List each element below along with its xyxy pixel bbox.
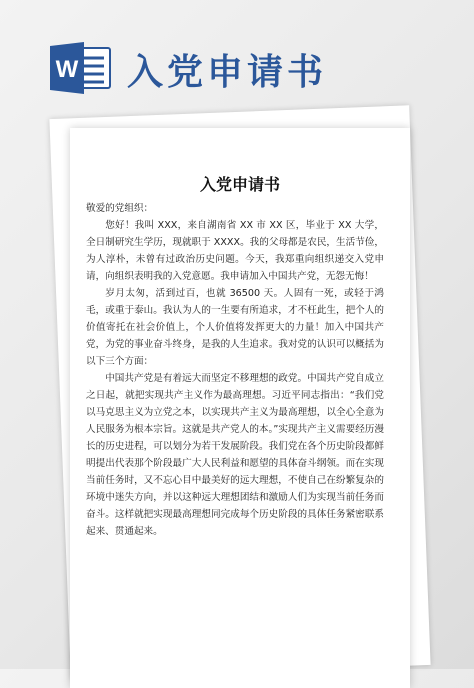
paragraph: 您好！我叫 XXX，来自湖南省 XX 市 XX 区，毕业于 XX 大学，全日制研究生学历，现就职于 XXXX。我的父母都是农民，生活节俭，为人淳朴，未曾有过政治历史问题。今天，我郑重向组织递交入党申请，向组织表明我的入党意愿。我申请加入中国共产党，无怨无悔！ <box>86 220 384 282</box>
salutation: 敬爱的党组织： <box>86 203 154 214</box>
header <box>0 0 474 120</box>
app-title: 入党申请书 <box>127 52 328 93</box>
document-page <box>70 128 410 688</box>
logo-letter: W <box>55 56 79 83</box>
paragraph: 中国共产党是有着远大而坚定不移理想的政党。中国共产党自成立之日起，就把实现共产主义作为最高理想。习近平同志指出：“我们党以马克思主义为立党之本，以实现共产主义为最高理想，以全心全意为人民服务为根本宗旨。这就是共产党人的本。”实现共产主义需要经历漫长的历史进程，可以划分为若干发展阶段。我们党在各个历史阶段都鲜明提出代表那个阶段最广大人民利益和愿望的具体奋斗纲领。而在实现当前任务时，又不忘心目中最美好的远大理想，不使自己在纷繁复杂的环境中迷失方向，并以这种远大理想团结和激励人们为实现当前任务而奋斗。这样就把实现最高理想同完成每个历史阶段的具体任务紧密联系起来、贯通起来。 <box>86 373 384 537</box>
word-icon <box>50 42 112 94</box>
paragraph: 岁月太匆，活到过百，也就 36500 天。人固有一死，或轻于鸿毛，或重于泰山。我认为人的一生要有所追求，才不枉此生，把个人的价值寄托在社会价值上，个人价值将发挥更大的力量！加入中国共产党，为党的事业奋斗终身，是我的人生追求。我对党的认识可以概括为以下三个方面： <box>86 288 384 367</box>
document-title: 入党申请书 <box>199 175 280 194</box>
document-body <box>86 200 384 540</box>
